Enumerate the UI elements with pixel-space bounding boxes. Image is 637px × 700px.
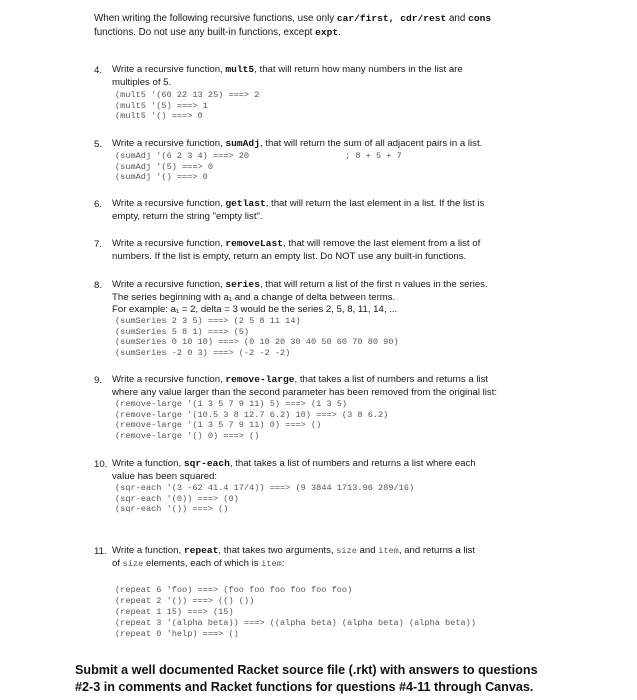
argument-name: item [261,558,282,569]
question-text [112,458,476,483]
text: , that will remove the last element from a list of [282,238,481,249]
code-examples [115,151,249,183]
code-line: (mult5 '(60 22 13 25) ===> 2 [115,90,260,100]
text: , that will return a list of the first n values in the series. [259,279,488,290]
code-line: (remove-large '(1 3 5 7 9 11) 0) ===> () [115,420,322,430]
text: , that will return the last element in a list. If the list is [265,198,485,209]
code-examples [115,399,388,441]
instructions-intro [94,12,491,40]
code-examples [115,585,476,640]
text: , that takes a list of numbers and returns a list where each [229,458,476,469]
question-number: 9. [94,375,103,386]
argument-name: item [378,546,399,556]
text: where any value larger than the second parameter has been removed from the original list: [112,386,498,398]
question-number: 11. [94,546,107,557]
text: and [356,545,379,556]
text: Write a recursive function, [112,138,226,149]
function-name: repeat [183,545,219,556]
code-line: (remove-large '(10.5 3 8 12.7 6.2) 10) ===> (3 8 6.2) [115,409,389,420]
question-number: 10. [94,459,108,470]
intro-text: When writing the following recursive functions, use only [94,13,337,24]
submission-instructions [75,662,538,696]
function-name: series [225,279,260,290]
question-number: 6. [94,199,103,210]
code-line: (sumSeries 0 10 10) ===> (0 10 20 30 40 50 60 70 80 90) [115,337,399,347]
text: empty, return the string "empty list". [112,210,263,222]
function-name: sqr-each [183,458,230,469]
code-line: (repeat 3 '(alpha beta)) ===> ((alpha beta) (alpha beta) (alpha beta)) [115,618,476,628]
text: , that takes two arguments, [218,545,337,556]
argument-name: size [122,558,144,569]
text: Write a recursive function, [112,279,226,290]
intro-code: expt [315,27,339,38]
intro-text: and [446,13,469,24]
footer-line-2: #2-3 in comments and Racket functions for questions #4-11 through Canvas. [75,680,534,694]
code-examples [115,316,399,358]
question-number: 5. [94,139,103,150]
text: Write a recursive function, [112,198,226,209]
text: Write a recursive function, [112,374,226,385]
code-line: (sumAdj '(5) ===> 0 [115,161,213,172]
code-line: (sumAdj '(6 2 3 4) ===> 20 [115,151,250,161]
text: , and returns a list [398,545,476,556]
question-text [112,238,480,263]
question-text [112,198,484,223]
text: multiples of 5. [112,76,172,88]
intro-code: cons [468,13,492,24]
argument-name: size [336,546,357,556]
code-line: (repeat 2 '()) ===> (() ()) [115,596,255,606]
intro-line-2 [94,26,491,40]
code-line: (mult5 '(5) ===> 1 [115,100,208,111]
function-name: sumAdj [225,138,260,149]
text: Write a function, [112,545,184,556]
function-name: removeLast [225,238,283,249]
text: : [281,557,285,569]
question-number: 4. [94,65,103,76]
function-name: mult5 [225,64,255,75]
text: numbers. If the list is empty, return an empty list. Do NOT use any built-in functions. [112,250,467,262]
code-line: (sqr-each '(0)) ===> (0) [115,493,239,504]
intro-line-1 [94,12,491,26]
code-line: (sumAdj '() ===> 0 [115,172,208,182]
text: For example: a₁ = 2, delta = 3 would be the series 2, 5, 8, 11, 14, ... [112,304,398,315]
code-examples [115,483,414,515]
code-line: (sqr-each '()) ===> () [115,504,229,514]
code-line: (repeat 1 15) ===> (15) [115,607,234,617]
question-text [112,64,463,89]
intro-text: . [338,27,341,38]
question-text [112,374,497,399]
text: Write a function, [112,458,184,469]
code-line: (repeat 6 'foo) ===> (foo foo foo foo foo foo) [115,585,353,595]
text: of [112,557,123,569]
question-number: 8. [94,280,103,291]
text: , that takes a list of numbers and returns a list [294,374,489,385]
intro-code: car/first, cdr/rest [336,13,447,24]
text: value has been squared: [112,470,218,482]
intro-text: functions. Do not use any built-in functions, except [94,27,316,38]
text: , that will return the sum of all adjacent pairs in a list. [259,138,483,149]
code-line: (repeat 0 'help) ===> () [115,629,239,639]
function-name: getlast [225,198,266,209]
code-line: (sqr-each '(3 -62 41.4 17/4)) ===> (9 3844 1713.96 289/16) [115,483,415,493]
function-name: remove-large [225,374,295,385]
code-line: (remove-large '() 0) ===> () [115,430,260,441]
text: elements, each of which is [143,557,262,569]
code-line: (sumSeries 2 3 5) ===> (2 5 8 11 14) [115,316,301,326]
question-number: 7. [94,239,103,250]
text: , that will return how many numbers in the list are [254,64,463,75]
code-examples [115,90,259,122]
code-comment: ; 8 + 5 + 7 [345,151,402,161]
text: The series beginning with a₁ and a change of delta between terms. [112,291,396,303]
code-line: (remove-large '(1 3 5 7 9 11) 5) ===> (1 3 5) [115,399,348,409]
question-text [112,545,475,570]
code-line: (sumSeries -2 0 3) ===> (-2 -2 -2) [115,347,291,358]
question-text [112,279,488,317]
text: Write a recursive function, [112,238,226,249]
question-text [112,138,482,151]
text: Write a recursive function, [112,64,226,75]
footer-line-1: Submit a well documented Racket source file (.rkt) with answers to questions [75,663,538,677]
code-line: (mult5 '() ===> 0 [115,111,203,121]
code-line: (sumSeries 5 8 1) ===> (5) [115,326,250,337]
